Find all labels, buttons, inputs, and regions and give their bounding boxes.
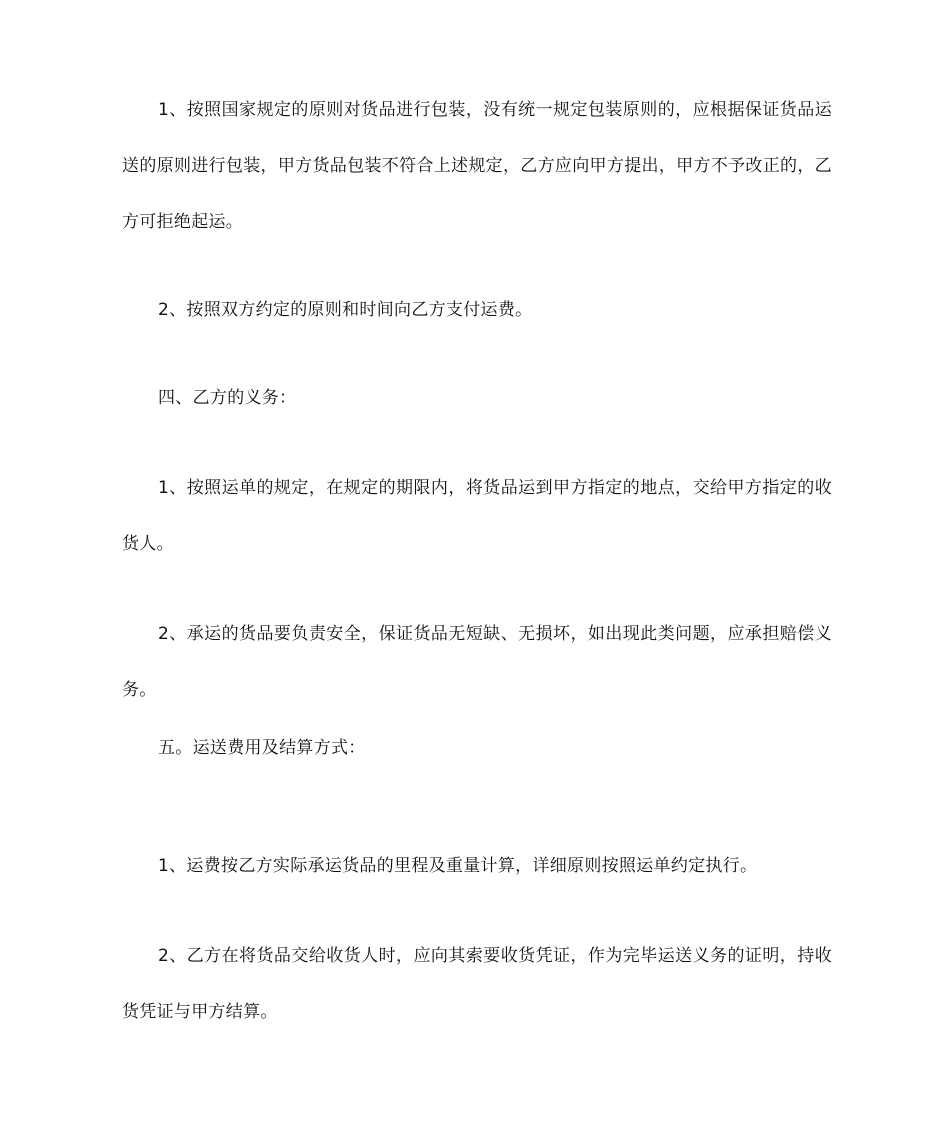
paragraph-freight-calculation: 1、运费按乙方实际承运货品的里程及重量计算，详细原则按照运单约定执行。 [158,856,758,876]
paragraph-safety: 2、承运的货品要负责安全，保证货品无短缺、无损坏，如出现此类问题，应承担赔偿义务。 [122,624,832,700]
paragraph-payment: 2、按照双方约定的原则和时间向乙方支付运费。 [158,300,533,320]
heading-fees-settlement: 五。运送费用及结算方式： [158,738,366,758]
paragraph-receipt-settlement: 2、乙方在将货品交给收货人时，应向其索要收货凭证，作为完毕运送义务的证明，持收货凭证与甲方结算。 [122,946,832,1022]
paragraph-packaging: 1、按照国家规定的原则对货品进行包装，没有统一规定包装原则的，应根据保证货品运送的原则进行包装，甲方货品包装不符合上述规定，乙方应向甲方提出，甲方不予改正的，乙方可拒绝起运。 [122,100,832,232]
heading-party-b-obligations: 四、乙方的义务： [158,388,297,408]
paragraph-delivery: 1、按照运单的规定，在规定的期限内，将货品运到甲方指定的地点，交给甲方指定的收货人。 [122,478,832,554]
